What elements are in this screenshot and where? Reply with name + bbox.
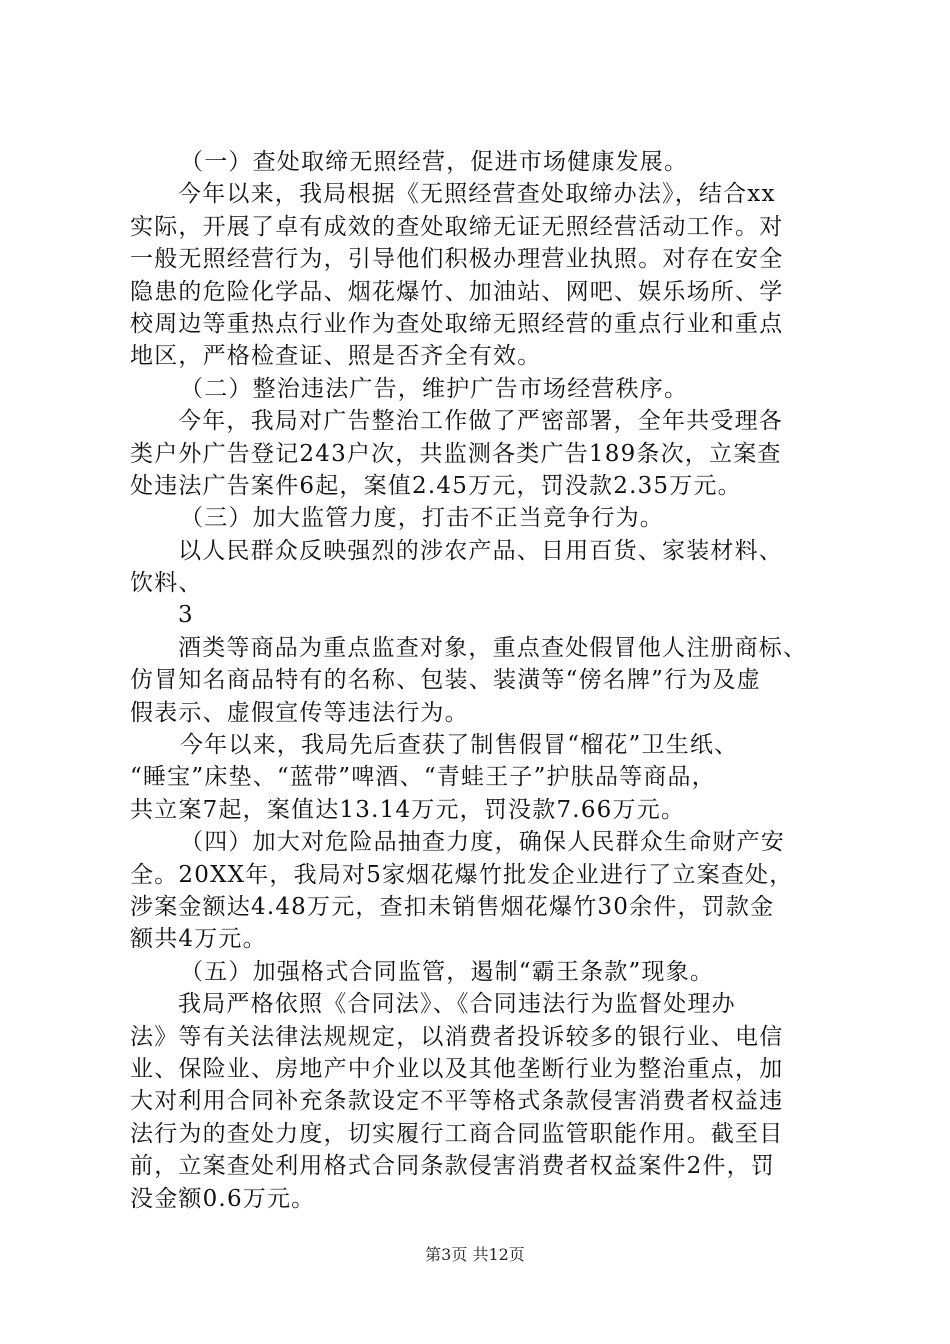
paragraph-line: 全。20XX年，我局对5家烟花爆竹批发企业进行了立案查处， [130,861,794,888]
paragraph-line: 法》等有关法律法规规定，以消费者投诉较多的银行业、电信 [130,1023,784,1050]
page-marker: 3 [178,602,194,629]
paragraph-line: 隐患的危险化学品、烟花爆竹、加油站、网吧、娱乐场所、学 [130,278,784,305]
paragraph-line: 大对利用合同补充条款设定不平等格式条款侵害消费者权益违 [130,1088,784,1115]
document-body [130,146,825,1215]
paragraph-line: 业、保险业、房地产中介业以及其他垄断行业为整治重点，加 [130,1055,784,1082]
paragraph-line: 校周边等重热点行业作为查处取缔无照经营的重点行业和重点 [130,310,784,337]
paragraph-line: 以人民群众反映强烈的涉农产品、日用百货、家装材料、 [178,537,783,564]
paragraph-line: 处违法广告案件6起，案值2.45万元，罚没款2.35万元。 [130,472,742,499]
paragraph-line: 饮料、 [130,570,203,597]
section-heading-3: （三）加大监管力度，打击不正当竞争行为。 [180,505,664,532]
section-heading-1: （一）查处取缔无照经营，促进市场健康发展。 [180,149,689,175]
paragraph-line: 涉案金额达4.48万元，查扣未销售烟花爆竹30余件，罚款金 [130,893,775,920]
paragraph-line: 实际，开展了卓有成效的查处取缔无证无照经营活动工作。对 [130,213,784,240]
paragraph-line: 今年，我局对广告整治工作做了严密部署，全年共受理各 [178,408,783,435]
paragraph-line: 共立案7起，案值达13.14万元，罚没款7.66万元。 [130,796,686,823]
paragraph-line: 没金额0.6万元。 [130,1185,316,1212]
page-footer: 第3页 共12页 [425,1245,525,1264]
section-heading-4: （四）加大对危险品抽查力度，确保人民群众生命财产安 [180,829,785,856]
paragraph-line: 仿冒知名商品特有的名称、包装、装潢等“傍名牌”行为及虚 [130,667,761,694]
paragraph-line: 我局严格依照《合同法》、《合同违法行为监督处理办 [178,991,736,1018]
paragraph-line: 酒类等商品为重点监查对象，重点查处假冒他人注册商标、 [178,634,808,661]
paragraph-line: 前，立案查处利用格式合同条款侵害消费者权益案件2件，罚 [130,1153,776,1180]
paragraph-line: 法行为的查处力度，切实履行工商合同监管职能作用。截至目 [130,1120,784,1147]
paragraph-line: 类户外广告登记243户次，共监测各类广告189条次，立案查 [130,440,782,467]
paragraph-line: 今年以来，我局根据《无照经营查处取缔办法》，结合xx [178,181,776,208]
paragraph-line: 额共4万元。 [130,926,267,953]
section-heading-5: （五）加强格式合同监管，遏制“霸王条款”现象。 [180,958,715,985]
paragraph-line: 假表示、虚假宣传等违法行为。 [130,699,469,726]
paragraph-line: 一般无照经营行为，引导他们积极办理营业执照。对存在安全 [130,246,784,273]
section-heading-2: （二）整治违法广告，维护广告市场经营秩序。 [180,375,689,402]
paragraph-line: 地区，严格检查证、照是否齐全有效。 [130,343,542,370]
paragraph-line: 今年以来，我局先后查获了制售假冒“榴花”卫生纸、 [180,732,739,759]
paragraph-line: “睡宝”床垫、“蓝带”啤酒、“青蛙王子”护肤品等商品， [130,764,716,791]
